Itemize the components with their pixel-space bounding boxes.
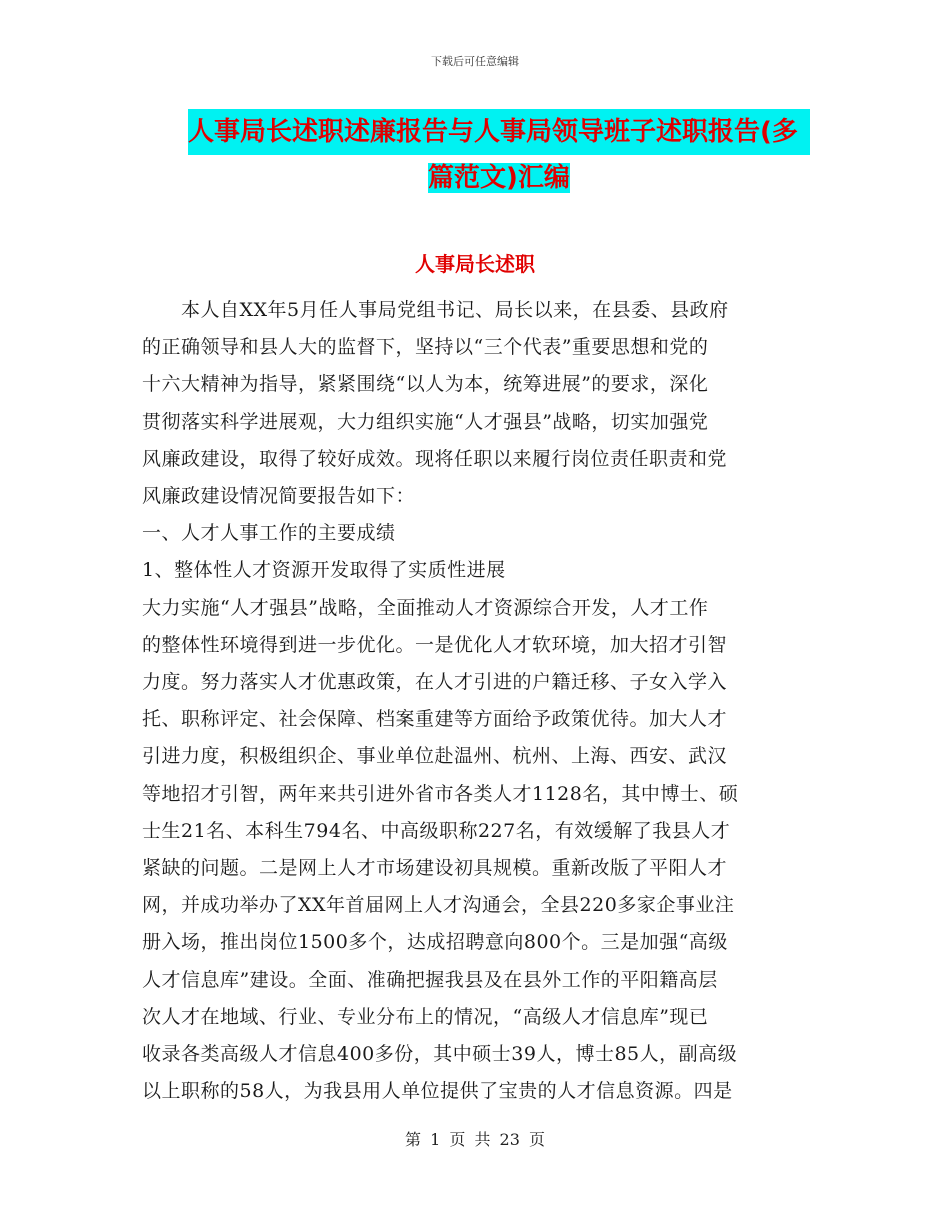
body-line: 收录各类高级人才信息400多份，其中硕士39人，博士85人，副高级 <box>142 1043 738 1066</box>
body-line: 本人自XX年5月任人事局党组书记、局长以来，在县委、县政府 <box>142 299 729 321</box>
body-line: 托、职称评定、社会保障、档案重建等方面给予政策优待。加大人才 <box>142 708 728 731</box>
body-line: 紧缺的问题。二是网上人才市场建设初具规模。重新改版了平阳人才 <box>142 857 728 880</box>
title-line-1: 人事局长述职述廉报告与人事局领导班子述职报告(多 <box>188 109 810 155</box>
body-line: 网，并成功举办了XX年首届网上人才沟通会，全县220多家企事业注 <box>142 894 735 917</box>
body-line: 贯彻落实科学进展观，大力组织实施“人才强县”战略，切实加强党 <box>142 410 709 433</box>
body-line: 等地招才引智，两年来共引进外省市各类人才1128名，其中博士、硕 <box>142 782 739 805</box>
body-text <box>142 292 810 1110</box>
body-line: 风廉政建设，取得了较好成效。现将任职以来履行岗位责任职责和党 <box>142 447 728 470</box>
document-title <box>188 109 810 201</box>
body-line: 十六大精神为指导，紧紧围绕“以人为本，统筹进展”的要求，深化 <box>142 373 709 396</box>
body-line: 一、人才人事工作的主要成绩 <box>142 522 396 545</box>
body-line: 的整体性环境得到进一步优化。一是优化人才软环境，加大招才引智 <box>142 633 728 656</box>
body-line: 士生21名、本科生794名、中高级职称227名，有效缓解了我县人才 <box>142 819 731 842</box>
body-line: 1、整体性人才资源开发取得了实质性进展 <box>142 559 506 582</box>
section-heading: 人事局长述职 <box>415 252 535 276</box>
body-line: 册入场，推出岗位1500多个，达成招聘意向800个。三是加强“高级 <box>142 931 728 954</box>
body-line: 力度。努力落实人才优惠政策，在人才引进的户籍迁移、子女入学入 <box>142 671 728 694</box>
body-line: 大力实施“人才强县”战略，全面推动人才资源综合开发，人才工作 <box>142 596 709 619</box>
body-line: 次人才在地域、行业、专业分布上的情况，“高级人才信息库”现已 <box>142 1005 709 1028</box>
title-line-2: 篇范文)汇编 <box>428 163 570 193</box>
body-line: 人才信息库”建设。全面、准确把握我县及在县外工作的平阳籍高层 <box>142 968 718 991</box>
page-footer: 第 1 页 共 23 页 <box>405 1130 545 1149</box>
body-line: 以上职称的58人，为我县用人单位提供了宝贵的人才信息资源。四是 <box>142 1080 733 1103</box>
body-line: 的正确领导和县人大的监督下，坚持以“三个代表”重要思想和党的 <box>142 336 709 359</box>
body-line: 风廉政建设情况简要报告如下： <box>142 485 416 508</box>
header-note: 下载后可任意编辑 <box>431 55 519 68</box>
body-line: 引进力度，积极组织企、事业单位赴温州、杭州、上海、西安、武汉 <box>142 745 728 768</box>
